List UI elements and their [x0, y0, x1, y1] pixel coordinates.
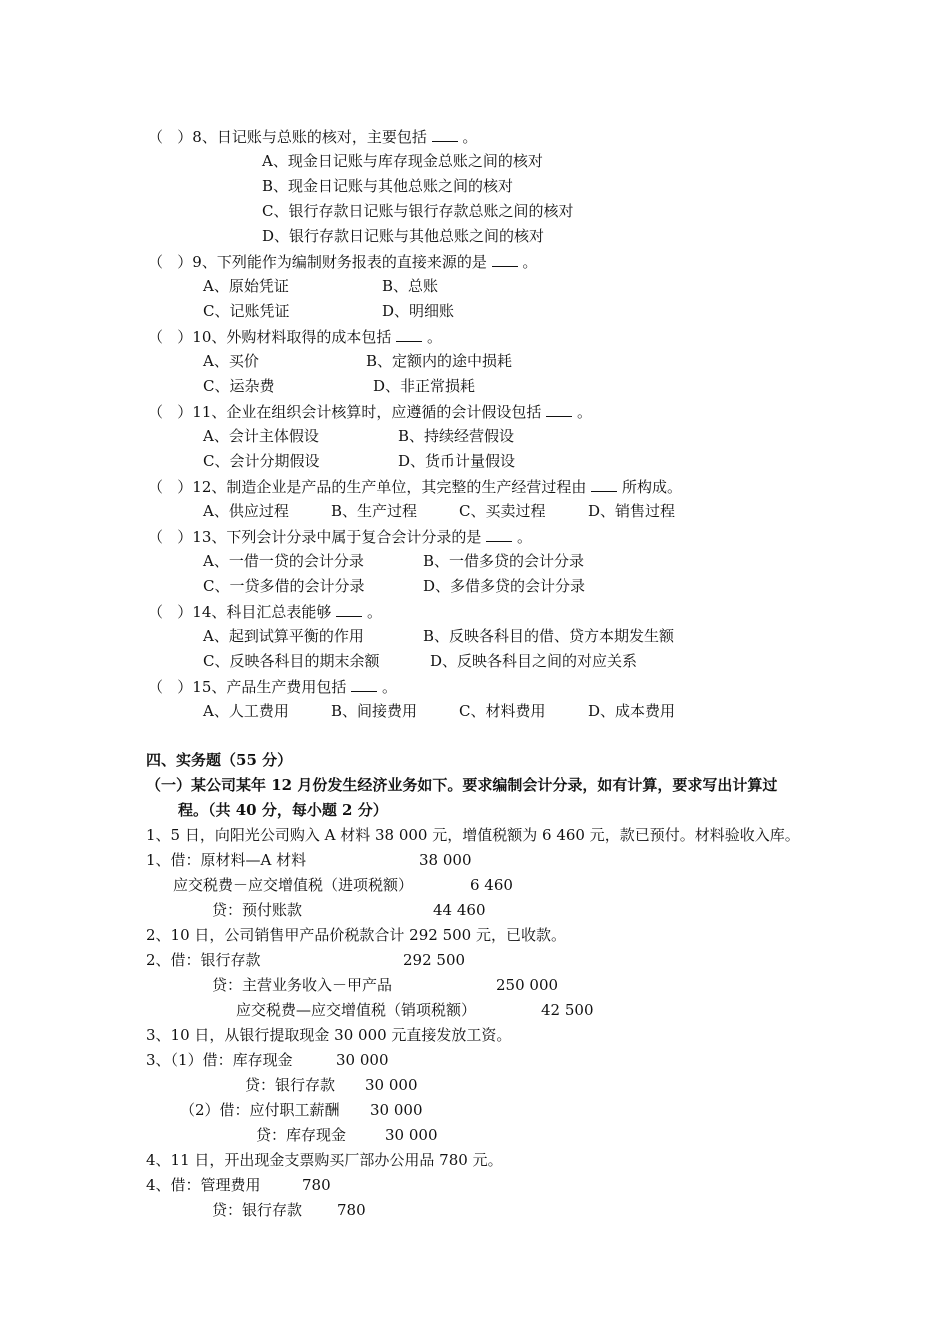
option-c: C、买卖过程 — [459, 502, 546, 520]
option-a: A、会计主体假设 — [203, 427, 319, 445]
option-a: A、起到试算平衡的作用 — [203, 627, 364, 645]
option-b: B、反映各科目的借、贷方本期发生额 — [423, 627, 675, 645]
journal-line: 1、借：原材料—A 材料 — [146, 851, 307, 869]
option-b: B、间接费用 — [331, 702, 418, 720]
option-d: D、银行存款日记账与其他总账之间的核对 — [262, 227, 545, 245]
item-4-description: 4、11 日，开出现金支票购买厂部办公用品 780 元。 — [146, 1151, 503, 1169]
journal-line: 应交税费－应交增值税（进项税额） — [173, 876, 414, 894]
option-c: C、记账凭证 — [203, 302, 290, 320]
question-12 — [148, 476, 682, 496]
answer-blank — [351, 676, 377, 692]
question-text: （ ）14、科目汇总表能够 — [148, 603, 332, 621]
answer-blank — [336, 601, 362, 617]
option-a: A、买价 — [203, 352, 259, 370]
option-a: A、原始凭证 — [203, 277, 289, 295]
option-a: A、人工费用 — [203, 702, 289, 720]
journal-amount: 6 460 — [470, 876, 513, 894]
journal-line: 应交税费—应交增值税（销项税额） — [236, 1001, 477, 1019]
answer-blank — [432, 126, 458, 142]
question-13 — [148, 526, 532, 546]
question-8 — [148, 126, 477, 146]
option-d: D、成本费用 — [588, 702, 676, 720]
section-title: 四、实务题（55 分） — [146, 751, 293, 769]
option-b: B、定额内的途中损耗 — [366, 352, 513, 370]
item-3-description: 3、10 日，从银行提取现金 30 000 元直接发放工资。 — [146, 1026, 512, 1044]
question-suffix: 。 — [381, 678, 397, 696]
journal-amount: 30 000 — [365, 1076, 418, 1094]
journal-amount: 30 000 — [370, 1101, 423, 1119]
answer-blank — [591, 476, 617, 492]
option-b: B、持续经营假设 — [398, 427, 515, 445]
journal-line: 贷：库存现金 — [256, 1126, 347, 1144]
option-c: C、一贷多借的会计分录 — [203, 577, 365, 595]
journal-line: 贷：银行存款 — [245, 1076, 336, 1094]
journal-amount: 30 000 — [336, 1051, 389, 1069]
question-text: （ ）11、企业在组织会计核算时，应遵循的会计假设包括 — [148, 403, 542, 421]
answer-blank — [546, 401, 572, 417]
journal-line: 贷：银行存款 — [212, 1201, 303, 1219]
question-suffix: 。 — [426, 328, 442, 346]
journal-amount: 780 — [302, 1176, 331, 1194]
option-d: D、多借多贷的会计分录 — [423, 577, 586, 595]
option-c: C、银行存款日记账与银行存款总账之间的核对 — [262, 202, 574, 220]
question-suffix: 。 — [576, 403, 592, 421]
answer-blank — [492, 251, 518, 267]
question-text: （ ）13、下列会计分录中属于复合会计分录的是 — [148, 528, 482, 546]
option-a: A、现金日记账与库存现金总账之间的核对 — [262, 152, 543, 170]
option-b: B、一借多贷的会计分录 — [423, 552, 585, 570]
option-b: B、总账 — [382, 277, 439, 295]
question-text: （ ）8、日记账与总账的核对，主要包括 — [148, 128, 427, 146]
question-9 — [148, 251, 537, 271]
question-text: （ ）15、产品生产费用包括 — [148, 678, 347, 696]
option-c: C、会计分期假设 — [203, 452, 320, 470]
item-2-description: 2、10 日，公司销售甲产品价税款合计 292 500 元，已收款。 — [146, 926, 566, 944]
option-b: B、生产过程 — [331, 502, 418, 520]
option-a: A、一借一贷的会计分录 — [203, 552, 364, 570]
question-14 — [148, 601, 382, 621]
question-suffix: 。 — [462, 128, 478, 146]
journal-amount: 250 000 — [496, 976, 559, 994]
journal-amount: 44 460 — [433, 901, 486, 919]
answer-blank — [396, 326, 422, 342]
question-suffix: 。 — [522, 253, 538, 271]
question-suffix: 。 — [516, 528, 532, 546]
option-d: D、明细账 — [382, 302, 455, 320]
journal-line: （2）借：应付职工薪酬 — [180, 1101, 340, 1119]
option-d: D、反映各科目之间的对应关系 — [430, 652, 638, 670]
question-text: （ ）12、制造企业是产品的生产单位，其完整的生产经营过程由 — [148, 478, 587, 496]
option-c: C、材料费用 — [459, 702, 546, 720]
option-c: C、反映各科目的期末余额 — [203, 652, 380, 670]
journal-amount: 30 000 — [385, 1126, 438, 1144]
option-b: B、现金日记账与其他总账之间的核对 — [262, 177, 514, 195]
question-10 — [148, 326, 442, 346]
question-suffix: 所构成。 — [621, 478, 682, 496]
journal-amount: 292 500 — [403, 951, 466, 969]
journal-amount: 38 000 — [419, 851, 472, 869]
question-text: （ ）10、外购材料取得的成本包括 — [148, 328, 392, 346]
journal-line: 3、（1）借：库存现金 — [146, 1051, 293, 1069]
journal-amount: 42 500 — [541, 1001, 594, 1019]
item-1-description: 1、5 日，向阳光公司购入 A 材料 38 000 元，增值税额为 6 460 元，款已预付。材料验收入库。 — [146, 826, 800, 844]
journal-line: 贷：主营业务收入－甲产品 — [212, 976, 393, 994]
question-11 — [148, 401, 592, 421]
section-intro: （一）某公司某年 12 月份发生经济业务如下。要求编制会计分录，如有计算，要求写出计算过 — [146, 776, 778, 794]
section-intro-continued: 程。（共 40 分，每小题 2 分） — [178, 801, 388, 819]
journal-amount: 780 — [337, 1201, 366, 1219]
question-text: （ ）9、下列能作为编制财务报表的直接来源的是 — [148, 253, 487, 271]
journal-line: 4、借：管理费用 — [146, 1176, 261, 1194]
option-c: C、运杂费 — [203, 377, 275, 395]
journal-line: 2、借：银行存款 — [146, 951, 261, 969]
option-d: D、非正常损耗 — [373, 377, 476, 395]
question-15 — [148, 676, 397, 696]
answer-blank — [486, 526, 512, 542]
question-suffix: 。 — [366, 603, 382, 621]
journal-line: 贷：预付账款 — [212, 901, 303, 919]
option-d: D、销售过程 — [588, 502, 676, 520]
option-d: D、货币计量假设 — [398, 452, 516, 470]
option-a: A、供应过程 — [203, 502, 289, 520]
